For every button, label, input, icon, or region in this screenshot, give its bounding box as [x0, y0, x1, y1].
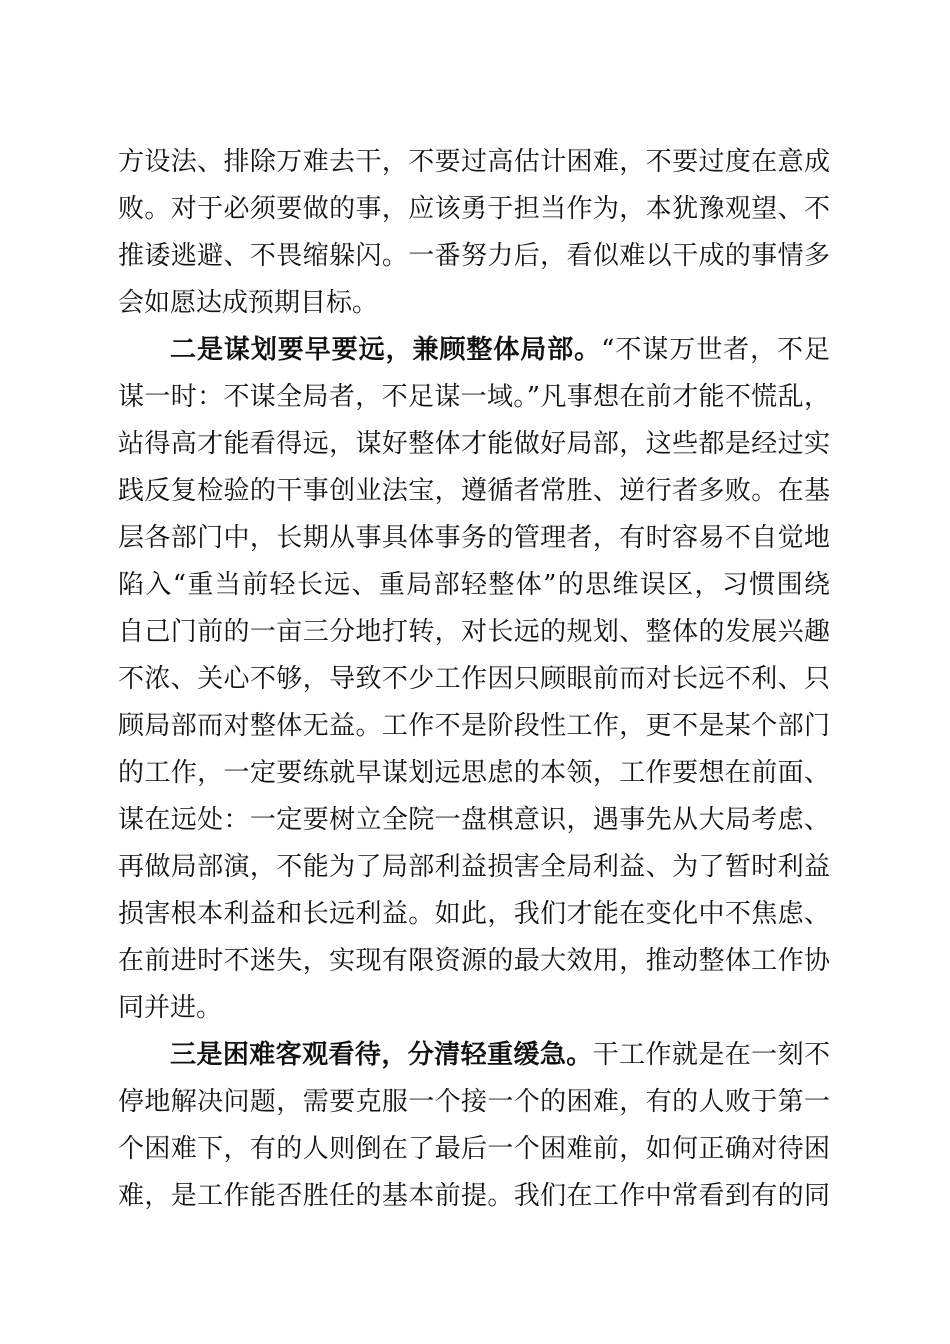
paragraph-2-first-line: [170, 328, 830, 372]
paragraph-2-line-7: 自己门前的一亩三分地打转，对长远的规划、整体的发展兴趣: [118, 617, 830, 647]
paragraph-2-line-2: 谋一时：不谋全局者，不足谋一域。”凡事想在前才能不慌乱，: [118, 382, 830, 412]
paragraph-1-line-2: 败。对于必须要做的事，应该勇于担当作为，本犹豫观望、不: [118, 194, 830, 224]
paragraph-2-line-14: 在前进时不迷失，实现有限资源的最大效用，推动整体工作协: [118, 946, 830, 976]
paragraph-2-line-13: 损害根本利益和长远利益。如此，我们才能在变化中不焦虑、: [118, 899, 830, 929]
paragraph-2-line-4: 践反复检验的干事创业法宝，遵循者常胜、逆行者多败。在基: [118, 476, 830, 506]
paragraph-3-line-2: 停地解决问题，需要克服一个接一个的困难，有的人败于第一: [118, 1087, 830, 1117]
paragraph-3-line-4: 难，是工作能否胜任的基本前提。我们在工作中常看到有的同: [118, 1181, 830, 1211]
paragraph-2-line-12: 再做局部演，不能为了局部利益损害全局利益、为了暂时利益: [118, 852, 830, 882]
paragraph-1-line-4: 会如愿达成预期目标。: [118, 288, 379, 318]
paragraph-2-line-5: 层各部门中，长期从事具体事务的管理者，有时容易不自觉地: [118, 523, 830, 553]
paragraph-2-line-8: 不浓、关心不够，导致不少工作因只顾眼前而对长远不利、只: [118, 664, 830, 694]
paragraph-2-line-3: 站得高才能看得远，谋好整体才能做好局部，这些都是经过实: [118, 429, 830, 459]
paragraph-3-heading: 三是困难客观看待，分清轻重缓急。: [170, 1040, 593, 1070]
paragraph-1-line-1: 方设法、排除万难去干，不要过高估计困难，不要过度在意成: [118, 147, 830, 177]
paragraph-3-first-line-text: 干工作就是在一刻不: [592, 1040, 830, 1070]
paragraph-2-line-11: 谋在远处：一定要树立全院一盘棋意识，遇事先从大局考虑、: [118, 805, 830, 835]
paragraph-2-first-line-text: “不谋万世者，不足: [601, 335, 830, 365]
paragraph-1-line-3: 推诿逃避、不畏缩躲闪。一番努力后，看似难以干成的事情多: [118, 241, 830, 271]
paragraph-3-line-3: 个困难下，有的人则倒在了最后一个困难前，如何正确对待困: [118, 1134, 830, 1164]
paragraph-2-heading: 二是谋划要早要远，兼顾整体局部。: [170, 335, 602, 365]
paragraph-2-line-9: 顾局部而对整体无益。工作不是阶段性工作，更不是某个部门: [118, 711, 830, 741]
paragraph-2-line-6: 陷入“重当前轻长远、重局部轻整体”的思维误区，习惯围绕: [118, 570, 830, 600]
paragraph-3-first-line: [170, 1033, 830, 1077]
paragraph-2-line-10: 的工作，一定要练就早谋划远思虑的本领，工作要想在前面、: [118, 758, 830, 788]
paragraph-2-line-15: 同并进。: [118, 993, 223, 1023]
